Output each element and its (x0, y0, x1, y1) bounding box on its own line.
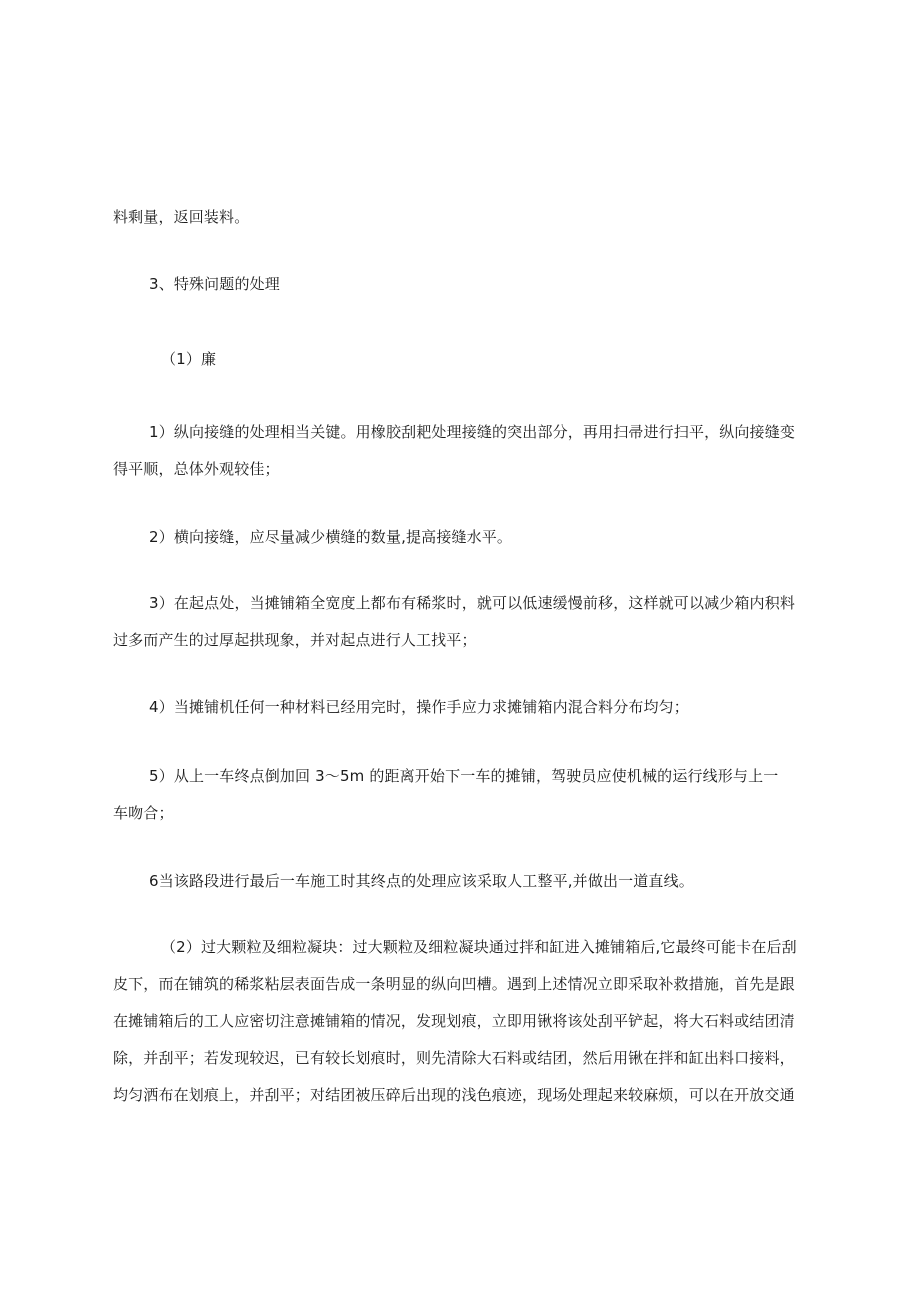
paragraph-item-5-line-2: 车吻合； (113, 804, 174, 822)
paragraph-item-3-line-1: 3）在起点处，当摊铺箱全宽度上都布有稀浆时，就可以低速缓慢前移，这样就可以减少箱内积料 (149, 594, 795, 612)
paragraph-item-3-line-2: 过多而产生的过厚起拱现象，并对起点进行人工找平； (113, 631, 477, 649)
paragraph-large-particles-line-2: 皮下，而在铺筑的稀浆粘层表面告成一条明显的纵向凹槽。遇到上述情况立即采取补救措施，首先是跟 (113, 975, 795, 993)
paragraph-item-6: 6当该路段进行最后一车施工时其终点的处理应该采取人工整平,并做出一道直线。 (149, 872, 694, 890)
paragraph-item-1-line-2: 得平顺，总体外观较佳； (113, 460, 280, 478)
text-line-continuation: 料剩量，返回装料。 (113, 208, 250, 226)
paragraph-item-5-line-1: 5）从上一车终点倒加回 3～5m 的距离开始下一车的摊铺，驾驶员应使机械的运行线形与上一 (149, 767, 779, 785)
paragraph-large-particles-line-1: （2）过大颗粒及细粒凝块：过大颗粒及细粒凝块通过拌和缸进入摊铺箱后,它最终可能卡在后刮 (161, 938, 797, 956)
subsection-heading: （1）廉 (161, 350, 217, 368)
paragraph-item-4: 4）当摊铺机任何一种材料已经用完时，操作手应力求摊铺箱内混合料分布均匀； (149, 698, 689, 716)
paragraph-item-1-line-1: 1）纵向接缝的处理相当关键。用橡胶刮耙处理接缝的突出部分，再用扫帚进行扫平，纵向接缝变 (149, 423, 795, 441)
paragraph-large-particles-line-5: 均匀洒布在划痕上，并刮平；对结团被压碎后出现的浅色痕迹，现场处理起来较麻烦，可以在开放交通 (113, 1086, 795, 1104)
paragraph-large-particles-line-4: 除，并刮平；若发现较迟，已有较长划痕时，则先清除大石料或结团，然后用锹在拌和缸出料口接料， (113, 1049, 795, 1067)
paragraph-item-2: 2）横向接缝，应尽量减少横缝的数量,提高接缝水平。 (149, 528, 513, 546)
section-heading: 3、特殊问题的处理 (149, 275, 280, 293)
paragraph-large-particles-line-3: 在摊铺箱后的工人应密切注意摊铺箱的情况，发现划痕，立即用锹将该处刮平铲起，将大石料或结团清 (113, 1012, 795, 1030)
